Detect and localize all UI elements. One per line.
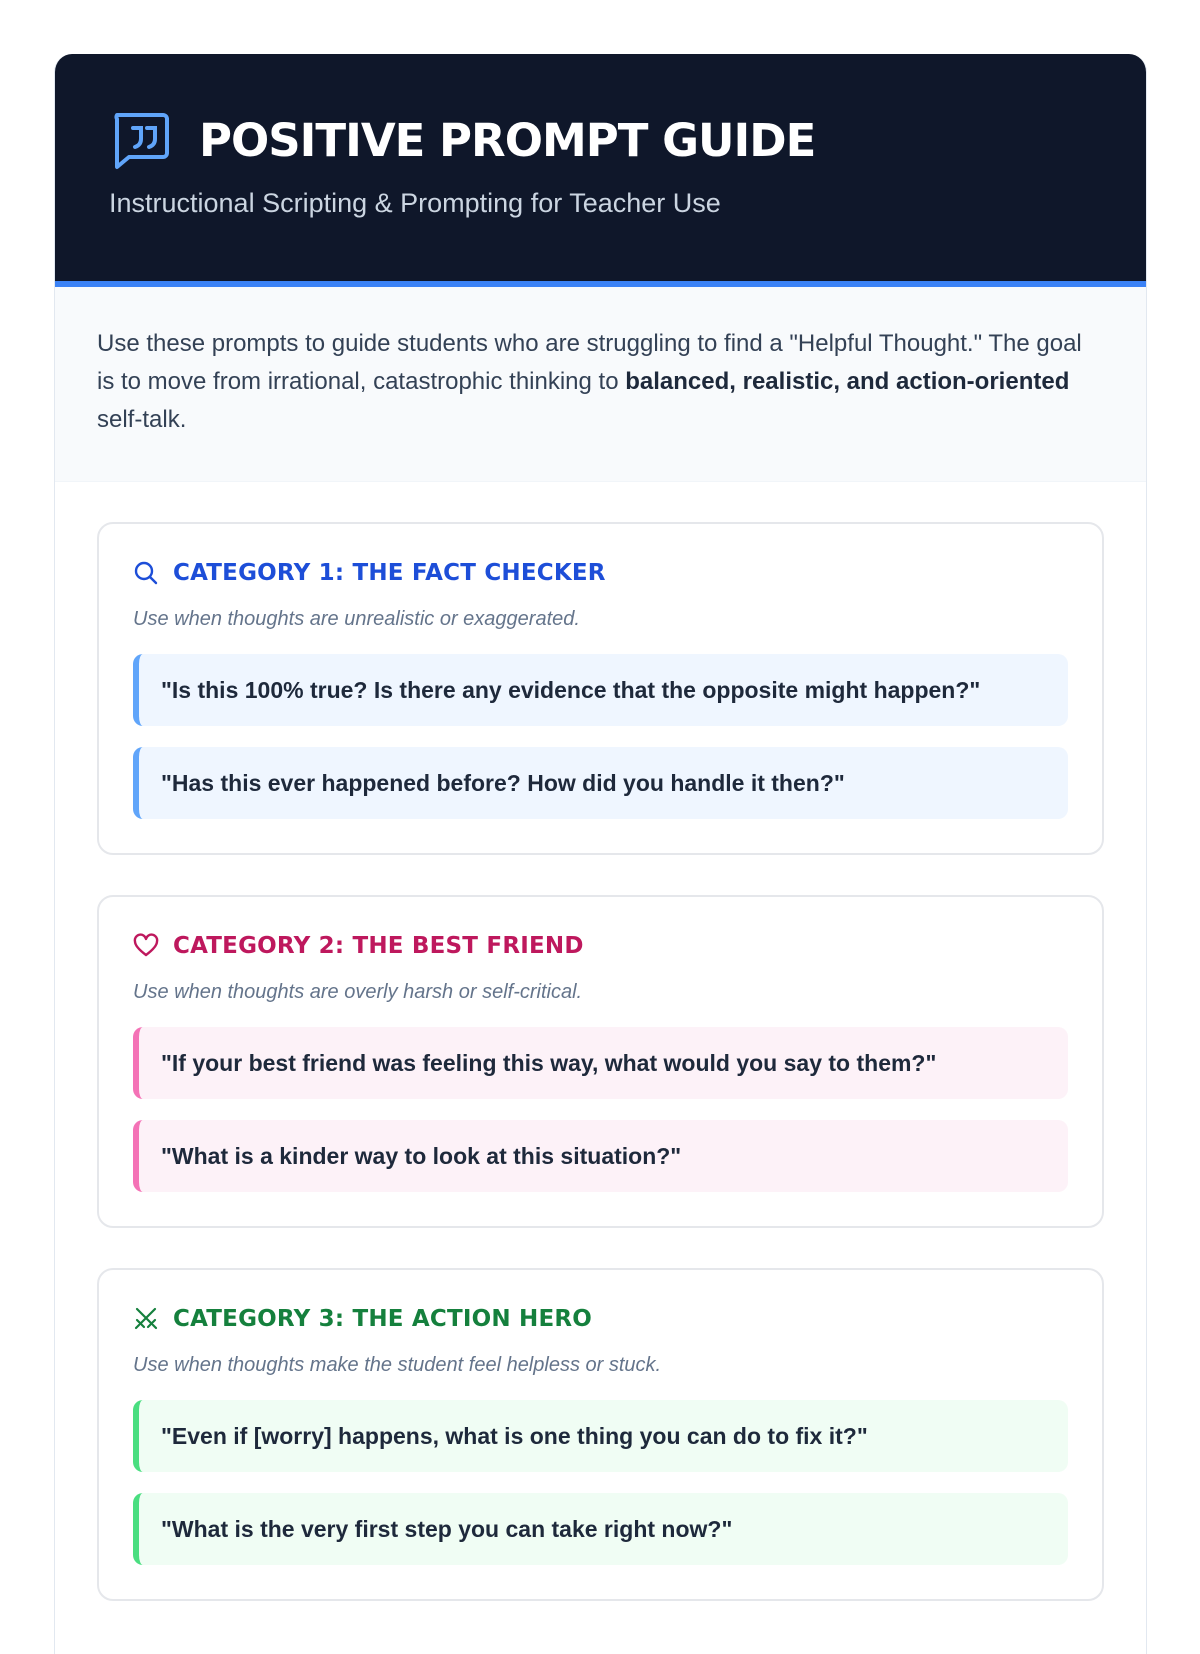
title-row <box>109 110 1092 170</box>
prompt-item: "What is a kinder way to look at this situation?" <box>133 1120 1068 1192</box>
category-description: Use when thoughts are overly harsh or self-critical. <box>133 981 583 1003</box>
prompt-item: "Has this ever happened before? How did you handle it then?" <box>133 747 1068 819</box>
intro-text-bold: balanced, realistic, and action-oriented <box>625 368 1070 395</box>
category-header <box>133 558 1068 588</box>
category-header <box>133 931 1068 961</box>
page-title: POSITIVE PROMPT GUIDE <box>199 113 816 167</box>
category-card-action-hero <box>97 1268 1104 1601</box>
intro-text-start: Use these prompts to guide students who are struggling to find a "Helpful Thought." The goal is to move from irrational, catastrophic thinking to <box>97 330 1082 395</box>
category-title: CATEGORY 1: THE FACT CHECKER <box>173 560 606 586</box>
prompt-guide-page <box>54 54 1147 1654</box>
prompt-item: "What is the very first step you can take right now?" <box>133 1493 1068 1565</box>
quote-bubble-icon <box>109 109 171 171</box>
heart-icon <box>133 933 159 959</box>
category-title: CATEGORY 3: THE ACTION HERO <box>173 1306 593 1332</box>
search-icon <box>133 560 159 586</box>
category-header <box>133 1304 1068 1334</box>
category-card-fact-checker <box>97 522 1104 855</box>
category-description: Use when thoughts are unrealistic or exaggerated. <box>133 608 580 630</box>
prompt-item: "Is this 100% true? Is there any evidence that the opposite might happen?" <box>133 654 1068 726</box>
intro-paragraph <box>97 325 1104 439</box>
intro-section <box>55 287 1146 482</box>
header <box>55 54 1146 287</box>
crossed-swords-icon <box>133 1306 159 1332</box>
page-subtitle: Instructional Scripting & Prompting for Teacher Use <box>109 188 721 218</box>
category-description: Use when thoughts make the student feel helpless or stuck. <box>133 1354 662 1376</box>
category-card-best-friend <box>97 895 1104 1228</box>
category-list <box>55 482 1146 1601</box>
intro-text-end: self-talk. <box>97 406 187 433</box>
prompt-item: "If your best friend was feeling this way, what would you say to them?" <box>133 1027 1068 1099</box>
category-title: CATEGORY 2: THE BEST FRIEND <box>173 933 584 959</box>
prompt-item: "Even if [worry] happens, what is one thing you can do to fix it?" <box>133 1400 1068 1472</box>
